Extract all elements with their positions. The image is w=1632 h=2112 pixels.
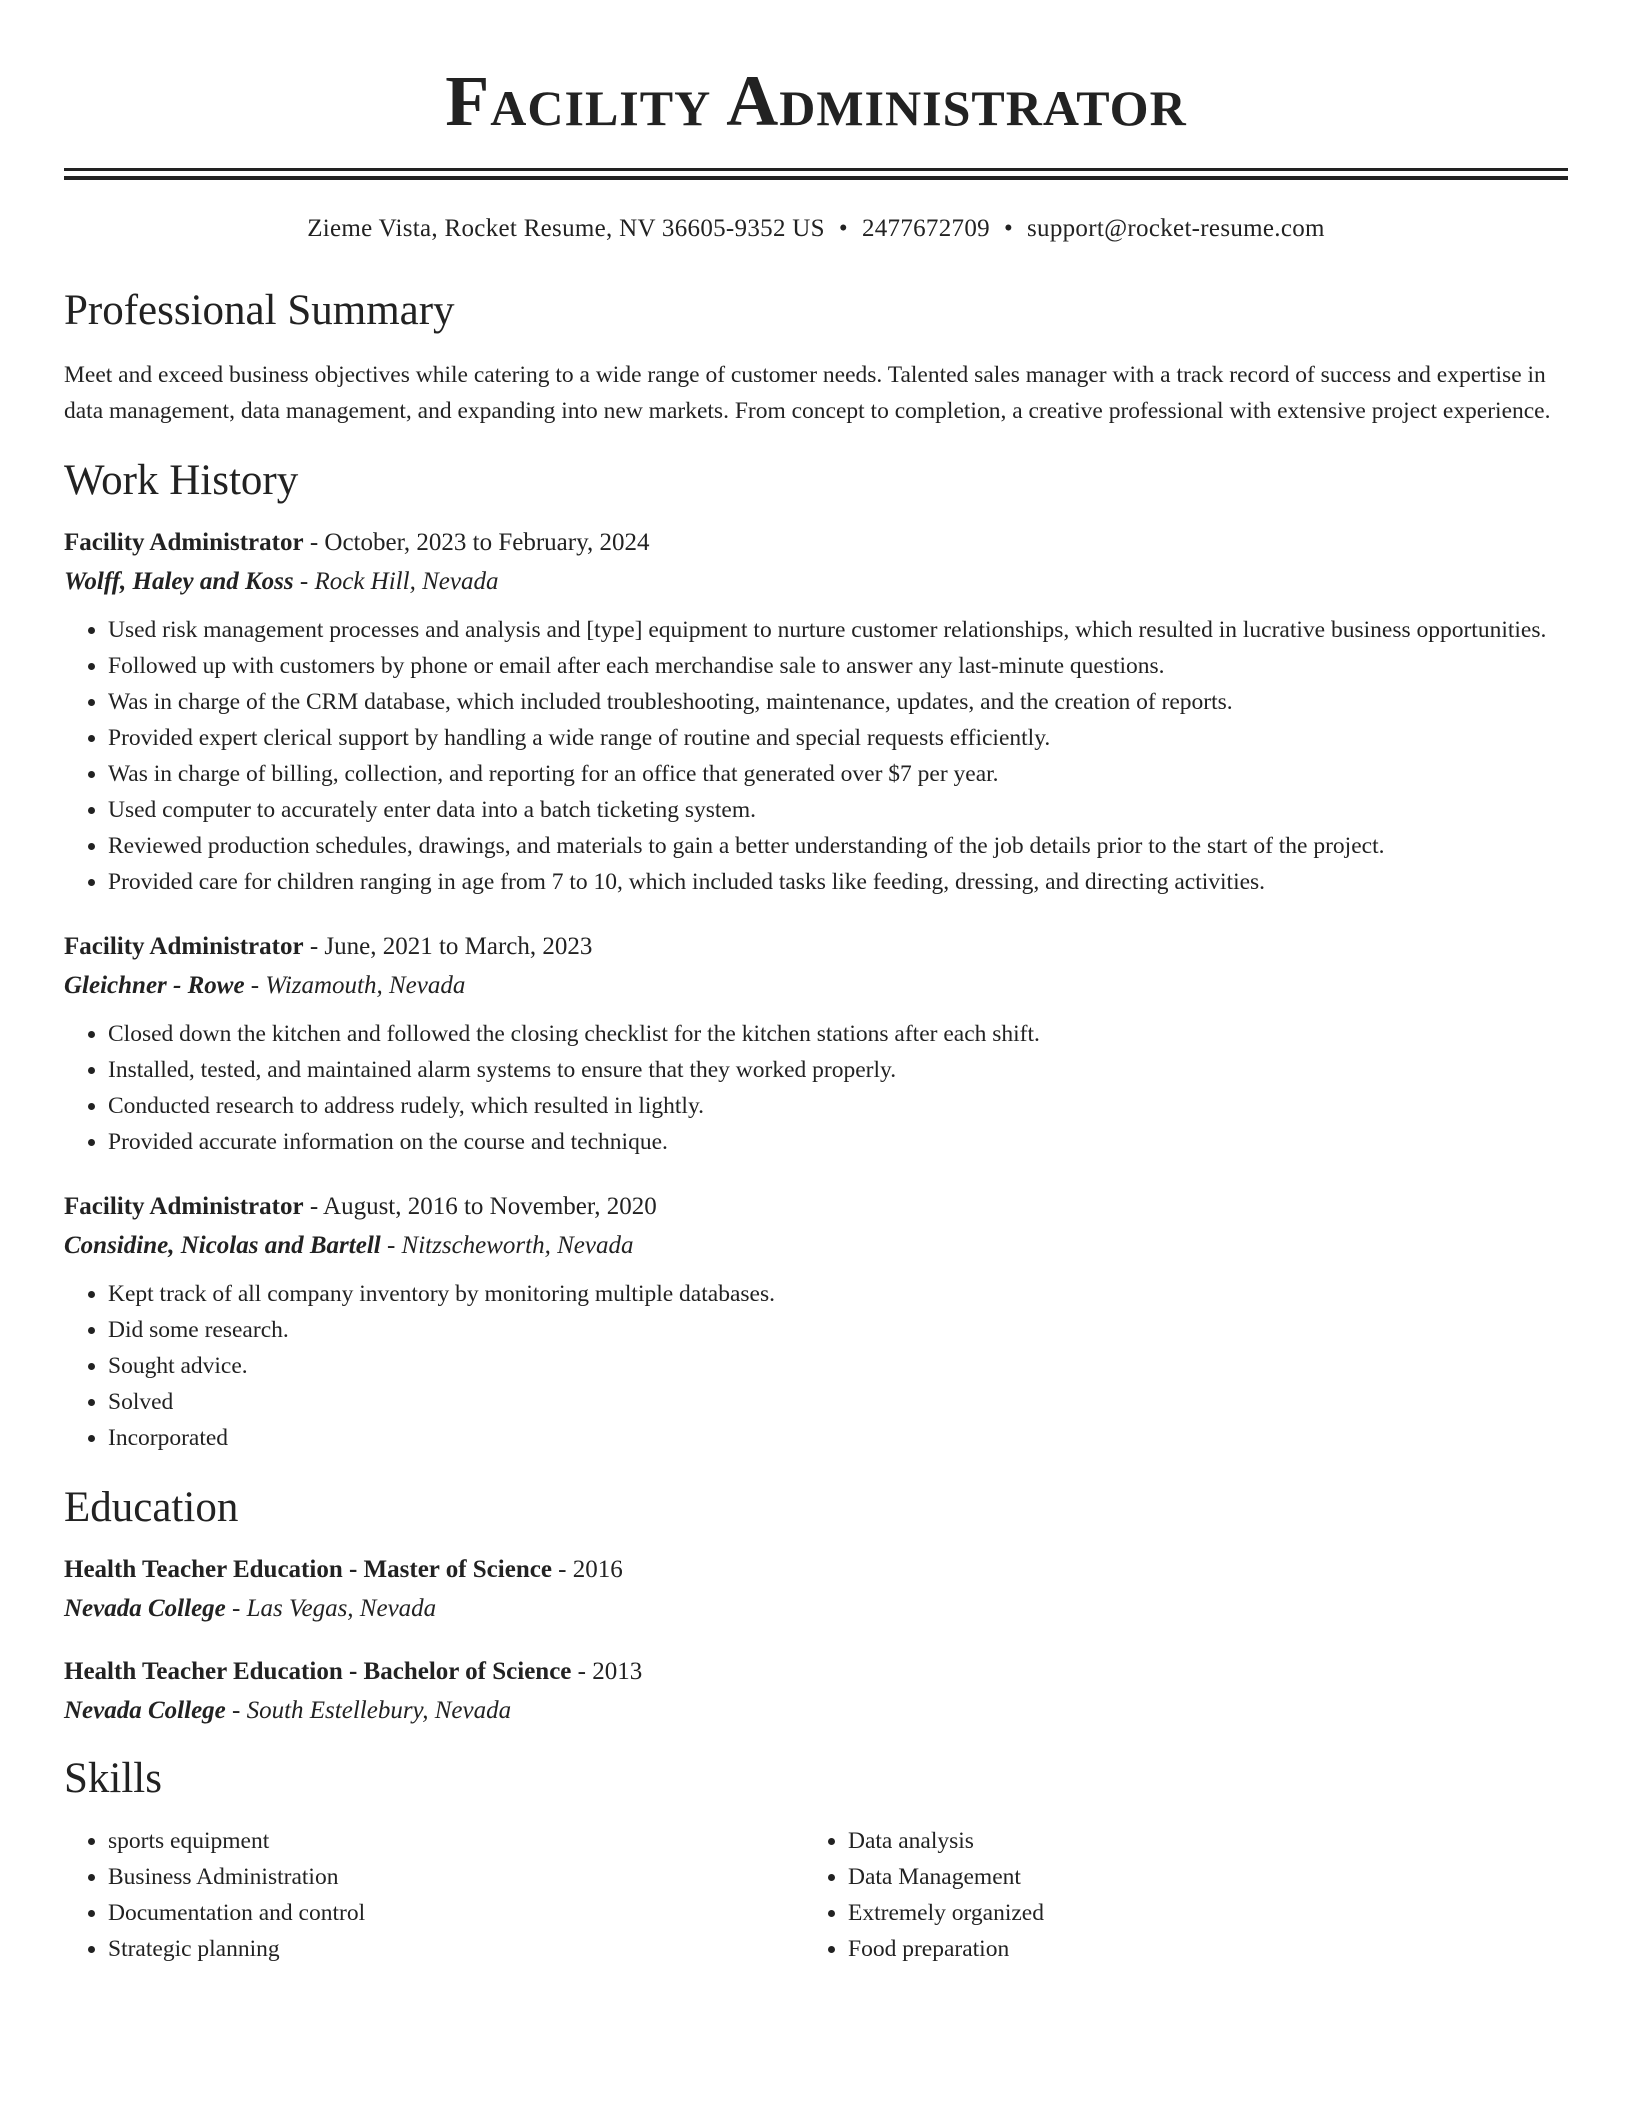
job-heading (64, 1191, 1568, 1223)
skill-item: • Food preparation (848, 1931, 1544, 1967)
employer-name: Gleichner - Rowe (64, 972, 245, 999)
contact-email: support@rocket-resume.com (1027, 215, 1325, 242)
job-bullet: • Was in charge of billing, collection, and reporting for an office that generated over $7 per year. (108, 756, 1568, 792)
summary-section-title: Professional Summary (64, 287, 455, 334)
job-bullet: • Followed up with customers by phone or email after each merchandise sale to answer any last-minute questions. (108, 648, 1568, 684)
contact-separator: • (838, 215, 848, 242)
employer-name: Considine, Nicolas and Bartell (64, 1232, 381, 1259)
education-school (64, 1593, 1568, 1625)
job-entry (64, 527, 1568, 900)
skills-grid (64, 1823, 1568, 1967)
education-section-title: Education (64, 1484, 239, 1531)
school-location: - Las Vegas, Nevada (225, 1595, 437, 1622)
education-school (64, 1695, 1568, 1727)
job-dates: - June, 2021 to March, 2023 (303, 933, 593, 960)
degree-year: - 2013 (571, 1658, 643, 1685)
job-role: Facility Administrator (64, 1193, 304, 1220)
job-bullet: • Closed down the kitchen and followed the closing checklist for the kitchen stations after each shift. (108, 1016, 1568, 1052)
contact-address: Zieme Vista, Rocket Resume, NV 36605-9352 US (307, 215, 825, 242)
skills-section-title: Skills (64, 1755, 162, 1802)
job-employer (64, 970, 1568, 1002)
education-heading (64, 1554, 1568, 1586)
job-bullet: • Incorporated (108, 1420, 1568, 1456)
job-bullet: • Provided accurate information on the course and technique. (108, 1124, 1568, 1160)
job-employer (64, 1230, 1568, 1262)
employer-name: Wolff, Haley and Koss (64, 568, 294, 595)
job-dates: - October, 2023 to February, 2024 (303, 529, 650, 556)
job-bullet: • Provided expert clerical support by handling a wide range of routine and special requests efficiently. (108, 720, 1568, 756)
job-bullet: • Sought advice. (108, 1348, 1568, 1384)
skills-list-left (64, 1823, 804, 1967)
skills-list-right (804, 1823, 1544, 1967)
job-bullet-list (64, 612, 1568, 900)
job-bullet: • Used risk management processes and analysis and [type] equipment to nurture customer relationships, which resulted in lucrative business opportunities. (108, 612, 1568, 648)
job-bullet: • Solved (108, 1384, 1568, 1420)
education-heading (64, 1656, 1568, 1688)
job-heading (64, 527, 1568, 559)
contact-phone: 2477672709 (861, 215, 990, 242)
skill-item: • Business Administration (108, 1859, 804, 1895)
job-bullet: • Conducted research to address rudely, which resulted in lightly. (108, 1088, 1568, 1124)
resume-name-heading: Facility Administrator (445, 61, 1187, 141)
skill-item: • Strategic planning (108, 1931, 804, 1967)
job-employer (64, 566, 1568, 598)
skill-item: • Data Management (848, 1859, 1544, 1895)
degree-year: - 2016 (551, 1556, 623, 1583)
education-entry (64, 1554, 1568, 1625)
job-dates: - August, 2016 to November, 2020 (303, 1193, 657, 1220)
job-bullet: • Reviewed production schedules, drawings, and materials to gain a better understanding of the job details prior to the start of the project. (108, 828, 1568, 864)
job-bullet-list (64, 1276, 1568, 1456)
employer-location: - Nitzscheworth, Nevada (380, 1232, 634, 1259)
job-bullet: • Used computer to accurately enter data into a batch ticketing system. (108, 792, 1568, 828)
job-bullet: • Kept track of all company inventory by monitoring multiple databases. (108, 1276, 1568, 1312)
job-entry (64, 1191, 1568, 1456)
job-bullet: • Did some research. (108, 1312, 1568, 1348)
education-entry (64, 1656, 1568, 1727)
contact-line (64, 213, 1568, 245)
degree-name: Health Teacher Education - Master of Science (64, 1556, 552, 1583)
job-bullet-list (64, 1016, 1568, 1160)
employer-location: - Wizamouth, Nevada (244, 972, 466, 999)
job-bullet: • Installed, tested, and maintained alarm systems to ensure that they worked properly. (108, 1052, 1568, 1088)
degree-name: Health Teacher Education - Bachelor of Science (64, 1658, 572, 1685)
job-bullet: • Was in charge of the CRM database, which included troubleshooting, maintenance, updates, and the creation of reports. (108, 684, 1568, 720)
school-location: - South Estellebury, Nevada (225, 1697, 512, 1724)
skill-item: • sports equipment (108, 1823, 804, 1859)
job-role: Facility Administrator (64, 529, 304, 556)
job-role: Facility Administrator (64, 933, 304, 960)
employer-location: - Rock Hill, Nevada (293, 568, 499, 595)
skill-item: • Documentation and control (108, 1895, 804, 1931)
skill-item: • Extremely organized (848, 1895, 1544, 1931)
school-name: Nevada College (64, 1697, 226, 1724)
header-double-rule (64, 168, 1568, 180)
summary-text: Meet and exceed business objectives while catering to a wide range of customer needs. Talented sales manager with a track record of success and expertise in data management, data management, and expanding into new markets. From concept to completion, a creative professional with extensive project experience. (64, 362, 1551, 424)
job-bullet: • Provided care for children ranging in age from 7 to 10, which included tasks like feeding, dressing, and directing activities. (108, 864, 1568, 900)
work-history-section-title: Work History (64, 457, 299, 504)
school-name: Nevada College (64, 1595, 226, 1622)
job-entry (64, 931, 1568, 1160)
skill-item: • Data analysis (848, 1823, 1544, 1859)
job-heading (64, 931, 1568, 963)
contact-separator: • (1003, 215, 1013, 242)
